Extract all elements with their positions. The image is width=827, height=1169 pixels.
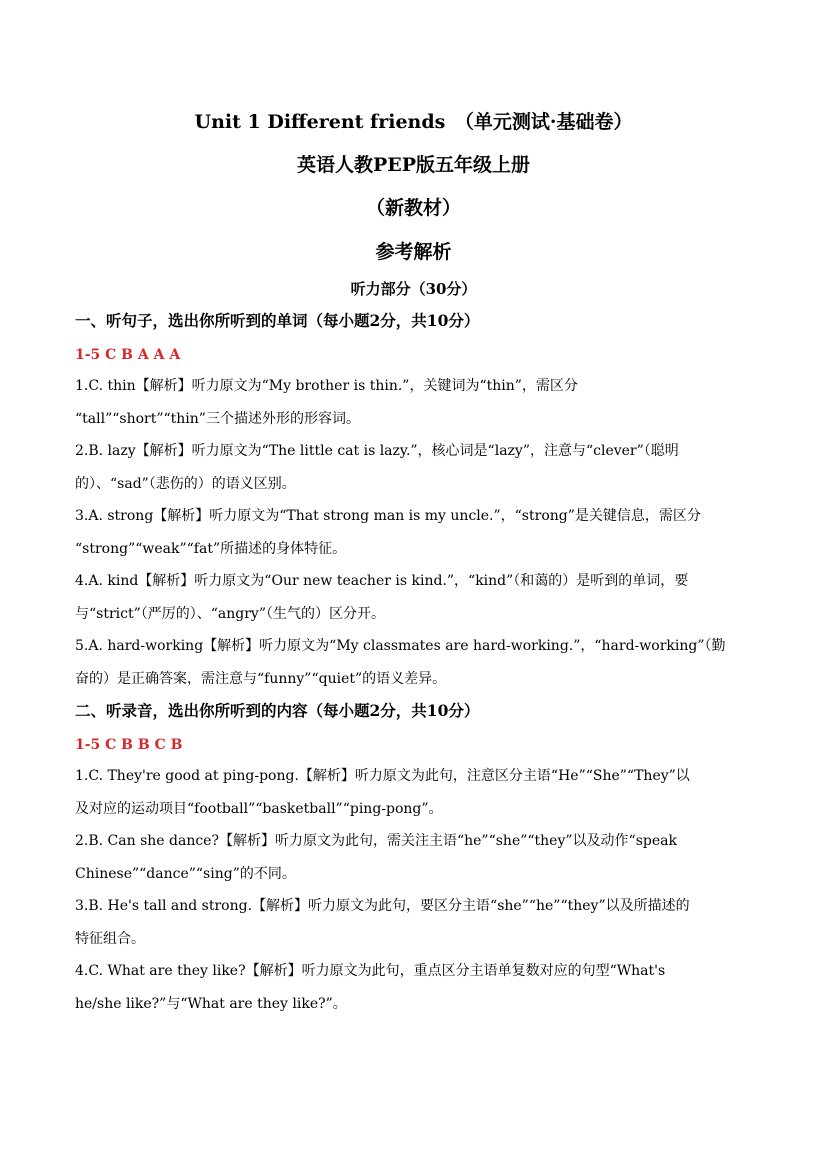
explanation-line: 的）、“sad”（悲伤的）的语义区别。 [75,475,296,492]
explanation-line: 特征组合。 [75,930,145,947]
explanation-item [75,435,755,500]
explanation-item [75,890,755,955]
listening-part-heading: 听力部分（30分） [350,280,477,298]
explanation-line: 3.B. He's tall and strong.【解析】听力原文为此句，要区分主语“she”“he”“they”以及所描述的 [75,898,690,914]
explanation-item [75,760,755,825]
explanation-item [75,565,755,630]
explanation-line: 1.C. They're good at ping-pong.【解析】听力原文为此句，注意区分主语“He”“She”“They”以 [75,768,690,784]
document-subtitle: 英语人教PEP版五年级上册 [296,154,531,176]
explanation-line: 与“strict”（严厉的）、“angry”（生气的）区分开。 [75,605,386,622]
answer-summary: 1-5 C B B C B [75,737,183,753]
explanation-item [75,955,755,1020]
explanation-line: 3.A. strong【解析】听力原文为“That strong man is my uncle.”，“strong”是关键信息，需区分 [75,508,701,524]
explanation-line: he/she like?”与“What are they like?”。 [75,995,347,1012]
explanation-line: 2.B. lazy【解析】听力原文为“The little cat is lazy.”，核心词是“lazy”，注意与“clever”（聪明 [75,443,679,459]
explanation-item [75,500,755,565]
explanation-item [75,630,755,695]
explanation-line: 2.B. Can she dance?【解析】听力原文为此句，需关注主语“he”“she”“they”以及动作“speak [75,833,677,849]
edition-label: （新教材） [365,197,461,219]
answer-summary: 1-5 C B A A A [75,347,181,363]
explanation-item [75,825,755,890]
explanation-line: “tall”“short”“thin”三个描述外形的形容词。 [75,410,360,427]
explanation-line: 4.C. What are they like?【解析】听力原文为此句，重点区分主语单复数对应的句型“What's [75,963,666,979]
explanation-line: 1.C. thin【解析】听力原文为“My brother is thin.”，关键词为“thin”，需区分 [75,378,578,394]
explanation-line: “strong”“weak”“fat”所描述的身体特征。 [75,540,347,557]
section-heading: 二、听录音，选出你所听到的内容（每小题2分，共10分） [75,701,480,720]
explanation-line: Chinese”“dance”“sing”的不同。 [75,865,296,882]
explanation-line: 5.A. hard-working【解析】听力原文为“My classmates are hard-working.”，“hard-working”（勤 [75,638,726,654]
explanation-line: 4.A. kind【解析】听力原文为“Our new teacher is kind.”，“kind”（和蔼的）是听到的单词，要 [75,573,689,589]
section-heading: 一、听句子，选出你所听到的单词（每小题2分，共10分） [75,311,480,330]
answer-key-heading: 参考解析 [375,241,452,263]
explanation-line: 及对应的运动项目“football”“basketball”“ping-pong”。 [75,800,443,817]
document-title: Unit 1 Different friends （单元测试·基础卷） [194,111,633,133]
explanation-item [75,370,755,435]
explanation-line: 奋的）是正确答案，需注意与“funny”“quiet”的语义差异。 [75,670,447,687]
